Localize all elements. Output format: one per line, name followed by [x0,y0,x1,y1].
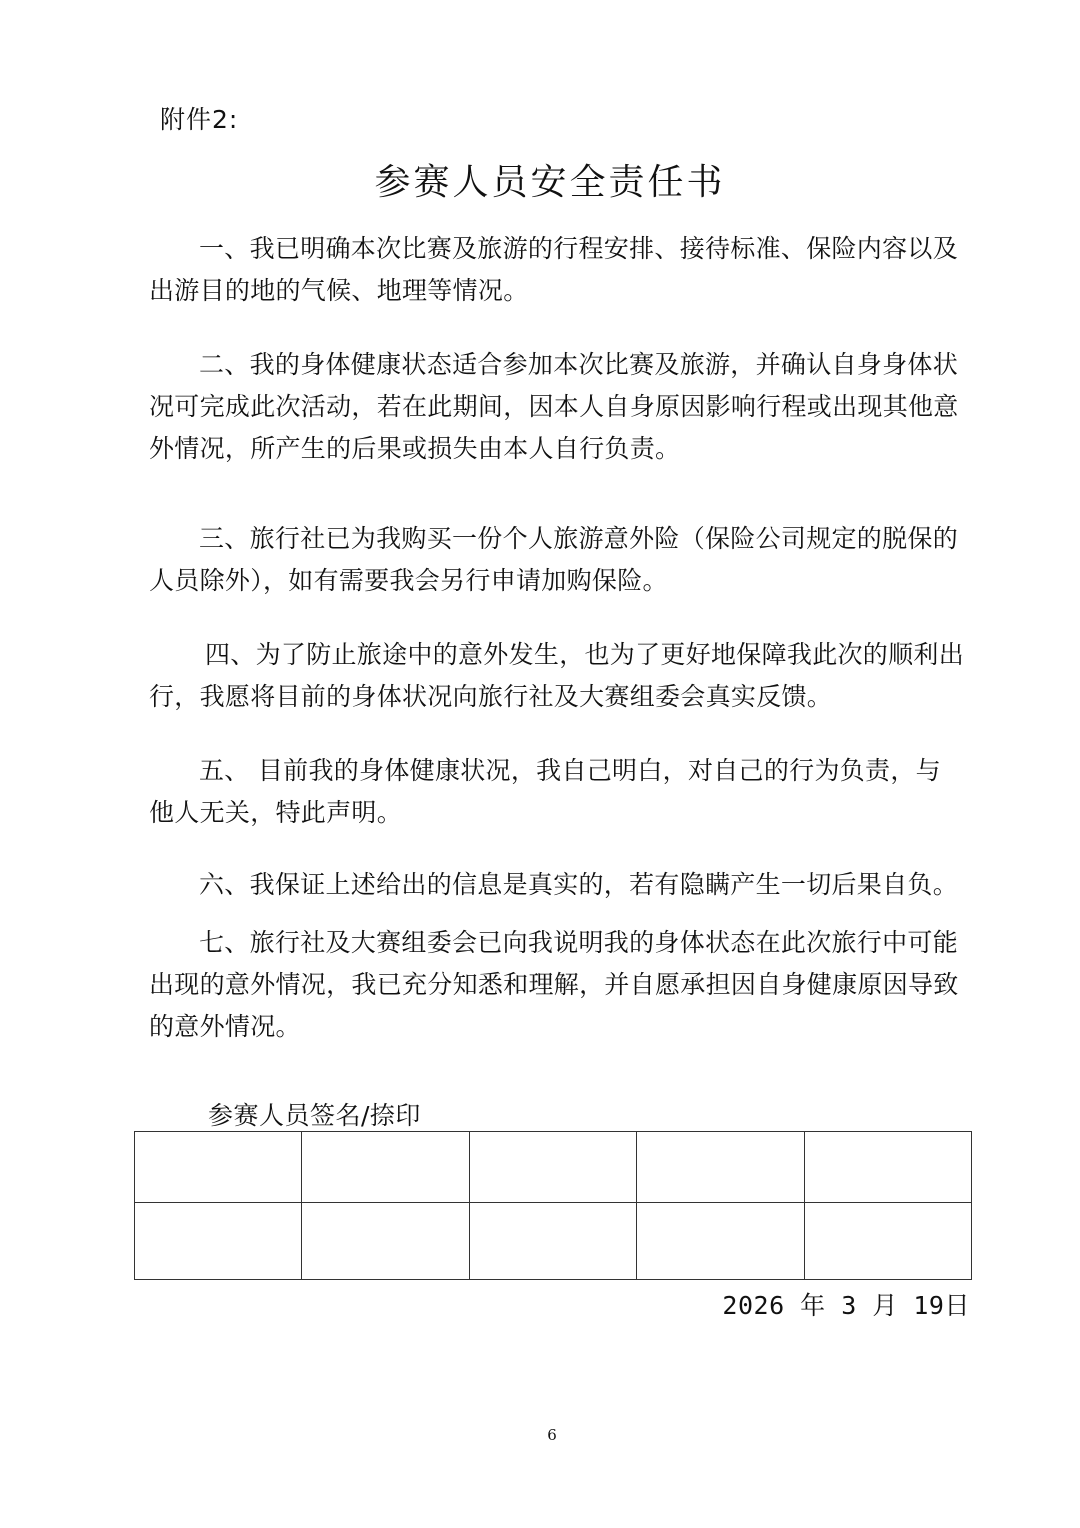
clause-5: 五、 目前我的身体健康状况，我自己明白，对自己的行为负责，与他人无关，特此声明。 [149,756,941,827]
signature-cell[interactable] [302,1203,469,1280]
signature-cell[interactable] [804,1132,971,1203]
signature-cell[interactable] [469,1132,636,1203]
clause-4: 四、为了防止旅途中的意外发生，也为了更好地保障我此次的顺利出行，我愿将目前的身体状况向旅行社及大赛组委会真实反馈。 [149,640,965,711]
clause-7: 七、旅行社及大赛组委会已向我说明我的身体状态在此次旅行中可能出现的意外情况，我已充分知悉和理解，并自愿承担因自身健康原因导致的意外情况。 [149,928,959,1041]
signature-row [135,1203,972,1280]
signature-cell[interactable] [637,1203,804,1280]
clause-6: 六、我保证上述给出的信息是真实的，若有隐瞒产生一切后果自负。 [199,870,959,899]
attachment-label: 附件2: [160,105,239,134]
clause-2: 二、我的身体健康状态适合参加本次比赛及旅游，并确认自身身体状况可完成此次活动，若在此期间，因本人自身原因影响行程或出现其他意外情况，所产生的后果或损失由本人自行负责。 [149,350,959,463]
signature-table [134,1131,972,1280]
signature-cell[interactable] [804,1203,971,1280]
signature-cell[interactable] [302,1132,469,1203]
clause-1: 一、我已明确本次比赛及旅游的行程安排、接待标准、保险内容以及出游目的地的气候、地理等情况。 [149,234,959,305]
clause-3: 三、旅行社已为我购买一份个人旅游意外险（保险公司规定的脱保的人员除外），如有需要我会另行申请加购保险。 [149,524,959,595]
document-title: 参赛人员安全责任书 [374,162,726,203]
page-number: 6 [547,1426,557,1444]
signature-cell[interactable] [135,1132,302,1203]
signature-cell[interactable] [469,1203,636,1280]
signing-date: 2026 年 3 月 19日 [722,1291,970,1320]
signature-row [135,1132,972,1203]
signature-cell[interactable] [637,1132,804,1203]
signature-cell[interactable] [135,1203,302,1280]
signature-label: 参赛人员签名/捺印 [208,1101,421,1130]
